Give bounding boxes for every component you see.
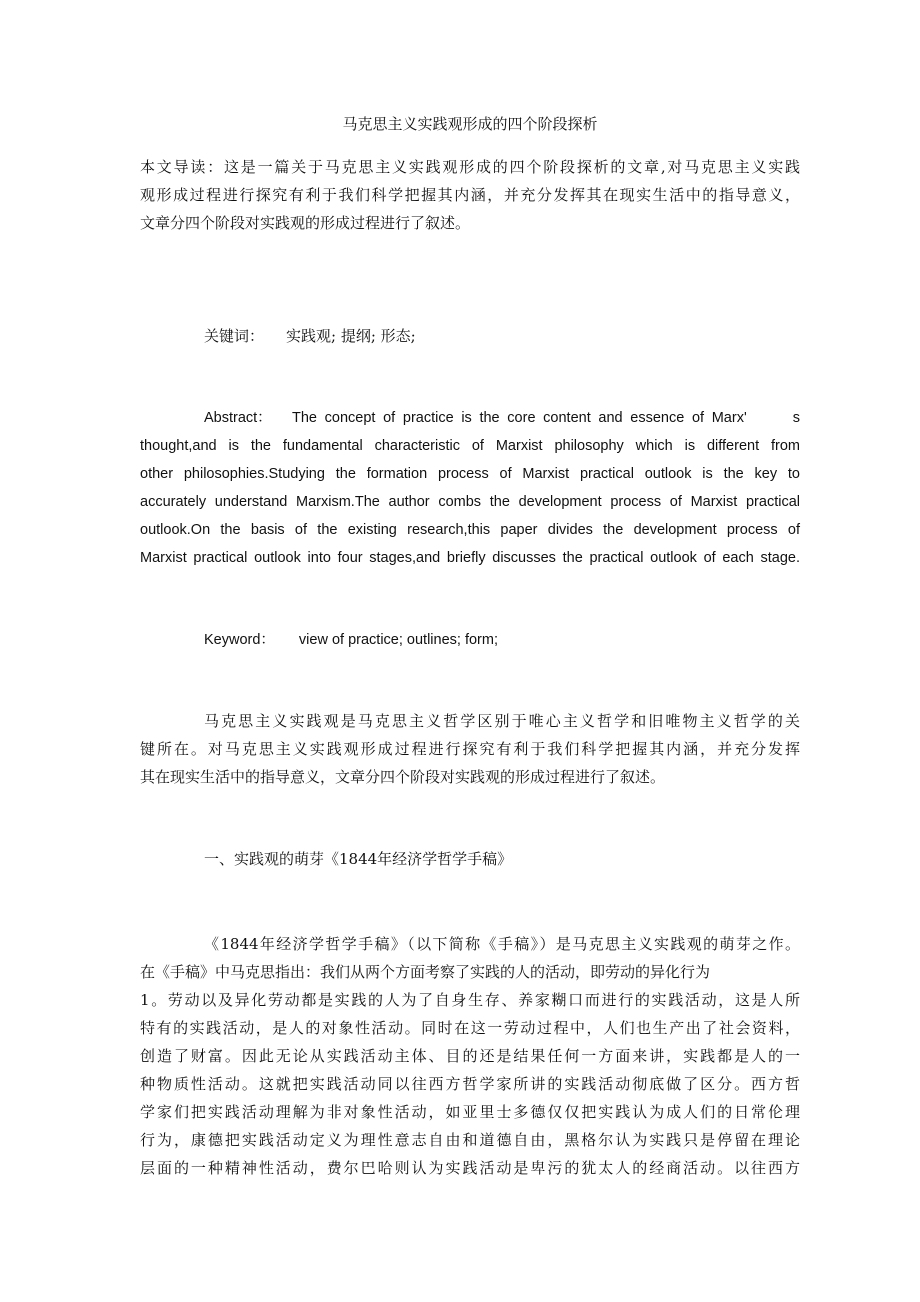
text-line: 创造了财富。因此无论从实践活动主体、目的还是结果任何一方面来讲，实践都是人的一 (140, 1047, 800, 1065)
text-line: 键所在。对马克思主义实践观形成过程进行探究有利于我们科学把握其内涵，并充分发挥 (140, 740, 800, 758)
abstract-paragraph (140, 404, 800, 572)
text-line: The concept of practice is the core content and essence of Marx' s (292, 410, 800, 426)
keywords-label: 关键词： (204, 327, 265, 345)
text-line: 行为，康德把实践活动定义为理性意志自由和道德自由，黑格尔认为实践只是停留在理论 (140, 1131, 800, 1149)
text-line: outlook.On the basis of the existing research,this paper divides the development process of (140, 522, 800, 538)
text-line: 观形成过程进行探究有利于我们科学把握其内涵，并充分发挥其在现实生活中的指导意义， (140, 186, 800, 204)
text-line: 种物质性活动。这就把实践活动同以往西方哲学家所讲的实践活动彻底做了区分。西方哲 (140, 1075, 800, 1093)
keywords-line (140, 322, 800, 350)
intro-paragraph (140, 153, 800, 237)
text-line: 学家们把实践活动理解为非对象性活动，如亚里士多德仅仅把实践认为成人们的日常伦理 (140, 1103, 800, 1121)
body-paragraph-1 (140, 707, 800, 791)
document-title: 马克思主义实践观形成的四个阶段探析 (342, 115, 598, 133)
keyword-en-value: view of practice; outlines; form; (298, 632, 498, 648)
keyword-en-label: Keyword： (204, 632, 275, 648)
text-line: thought,and is the fundamental characteristic of Marxist philosophy which is different from (140, 438, 800, 454)
text-line: 马克思主义实践观是马克思主义哲学区别于唯心主义哲学和旧唯物主义哲学的关 (204, 712, 800, 730)
text-line: 《1844年经济学哲学手稿》（以下简称《手稿》）是马克思主义实践观的萌芽之作。 (204, 935, 800, 953)
keywords-value: 实践观; 提纲; 形态; (286, 327, 416, 345)
abstract-label: Abstract： (204, 410, 272, 426)
text-line: 特有的实践活动，是人的对象性活动。同时在这一劳动过程中，人们也生产出了社会资料， (140, 1019, 800, 1037)
text-line: 层面的一种精神性活动，费尔巴哈则认为实践活动是卑污的犹太人的经商活动。以往西方 (140, 1159, 800, 1177)
text-line: Marxist practical outlook into four stages,and briefly discusses the practical outlook of each stage. (140, 550, 800, 566)
body-paragraph-2 (140, 930, 800, 1182)
keyword-en-line (140, 626, 800, 654)
text-line: 1。劳动以及异化劳动都是实践的人为了自身生存、养家糊口而进行的实践活动，这是人所 (140, 991, 800, 1009)
text-line: 本文导读：这是一篇关于马克思主义实践观形成的四个阶段探析的文章,对马克思主义实践 (140, 158, 800, 176)
text-line: 其在现实生活中的指导意义，文章分四个阶段对实践观的形成过程进行了叙述。 (140, 768, 666, 786)
text-line: 在《手稿》中马克思指出：我们从两个方面考察了实践的人的活动，即劳动的异化行为 (140, 963, 711, 981)
section-heading-1: 一、实践观的萌芽《1844年经济学哲学手稿》 (204, 850, 513, 868)
text-line: 文章分四个阶段对实践观的形成过程进行了叙述。 (140, 214, 471, 232)
text-line: accurately understand Marxism.The author combs the development process of Marxist practical (140, 494, 800, 510)
text-line: other philosophies.Studying the formation process of Marxist practical outlook is the key to (140, 466, 800, 482)
